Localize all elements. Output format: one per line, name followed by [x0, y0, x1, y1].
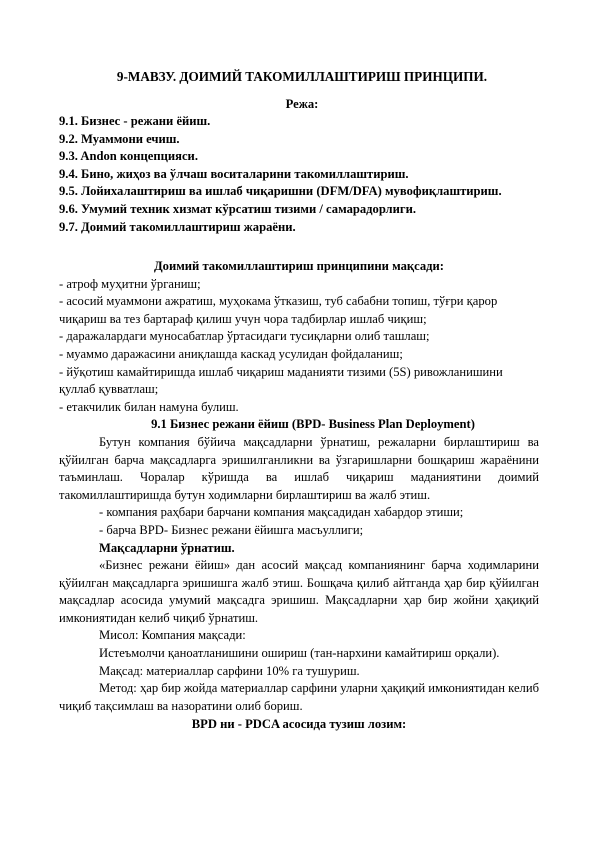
- method-text: Метод: ҳар бир жойда материаллар сарфини уларни ҳақиқий имкониятидан келиб чиқиб тақсимлаш ва назоратини олиб бориш.: [59, 681, 539, 713]
- goal-item: - йўқотиш камайтиришда ишлаб чиқариш маданияти тизими (5S) ривожланишини қуллаб қувватлаш;: [59, 364, 503, 397]
- bpd-intro: Бутун компания бўйича мақсадларни ўрнатиш, режаларни бирлаштириш ва қўйилган барча мақсадларга эришилганликни ва ўзгаришларни бошқариш жараёнини таъминлаш. Чоралар кўришда ва ишлаб чиқариш маданиятини доимий такомиллаштиришда бутун ходимларни бирлаштириш ва жалб этиш.: [59, 434, 539, 502]
- main-text: [59, 258, 539, 715]
- plan-item: 9.2. Муаммони ечиш.: [59, 131, 180, 146]
- goal-item: - етакчилик билан намуна булиш.: [59, 399, 239, 414]
- page-title: 9-МАВЗУ. ДОИМИЙ ТАКОМИЛЛАШТИРИШ ПРИНЦИПИ.: [116, 69, 488, 84]
- plan-list: [59, 113, 539, 236]
- goals-heading: Доимий такомиллаштириш принципини мақсади:: [154, 259, 444, 273]
- bpd-bullet: - компания раҳбари барчани компания мақсадидан хабардор этиши;: [99, 505, 464, 520]
- plan-item: 9.4. Бино, жиҳоз ва ўлчаш воситаларини такомиллаштириш.: [59, 166, 409, 181]
- goal-item: - асосий муаммони ажратиш, муҳокама ўтказиш, туб сабабни топиш, тўғри қарор чиқариш ва тез бартараф қилиш учун чора тадбирлар ишлаб чиқиш;: [59, 294, 498, 326]
- goals-setting-text: «Бизнес режани ёйиш» дан асосий мақсад компаниянинг барча ходимларини қўйилган мақсадларга эришишга жалб этиш. Бошқача қилиб айтганда ҳар бир қўйилган мақсадлар асосида умумий мақсадга эришиш. Мақсадларни ҳар бир жойни ҳақиқий имкониятидан келиб чиқиб ўрнатиш.: [59, 558, 539, 625]
- pdca-note: BPD ни - PDCA асосида тузиш лозим:: [191, 717, 407, 731]
- goal-item: - даражалардаги муносабатлар ўртасидаги тусиқларни олиб ташлаш;: [59, 329, 430, 344]
- objective-text: Мақсад: материаллар сарфини 10% га тушуриш.: [99, 663, 360, 678]
- goals-list: [59, 276, 539, 417]
- plan-item: 9.5. Лойихалаштириш ва ишлаб чиқаришни (DFM/DFA) мувофиқлаштириш.: [59, 184, 502, 199]
- plan-item: 9.3. Andon концепцияси.: [59, 149, 198, 164]
- goals-setting-label: Мақсадларни ўрнатиш.: [99, 540, 235, 555]
- plan-heading: Режа:: [285, 97, 319, 111]
- plan-item: 9.7. Доимий такомиллаштириш жараёни.: [59, 219, 296, 234]
- bpd-heading: 9.1 Бизнес режани ёйиш (BPD- Business Plan Deployment): [151, 417, 475, 432]
- example-goal: Истеъмолчи қаноатланишини ошириш (тан-нархини камайтириш орқали).: [99, 646, 500, 661]
- bpd-bullet: - барча BPD- Бизнес режани ёйишга масъуллиги;: [99, 522, 364, 537]
- goal-item: - муаммо даражасини аниқлашда каскад усулидан фойдаланиш;: [59, 346, 403, 361]
- plan-item: 9.6. Умумий техник хизмат кўрсатиш тизими / самарадорлиги.: [59, 201, 416, 216]
- goal-item: - атроф муҳитни ўрганиш;: [59, 276, 201, 291]
- example-label: Мисол: Компания мақсади:: [99, 628, 246, 643]
- plan-item: 9.1. Бизнес - режани ёйиш.: [59, 114, 211, 128]
